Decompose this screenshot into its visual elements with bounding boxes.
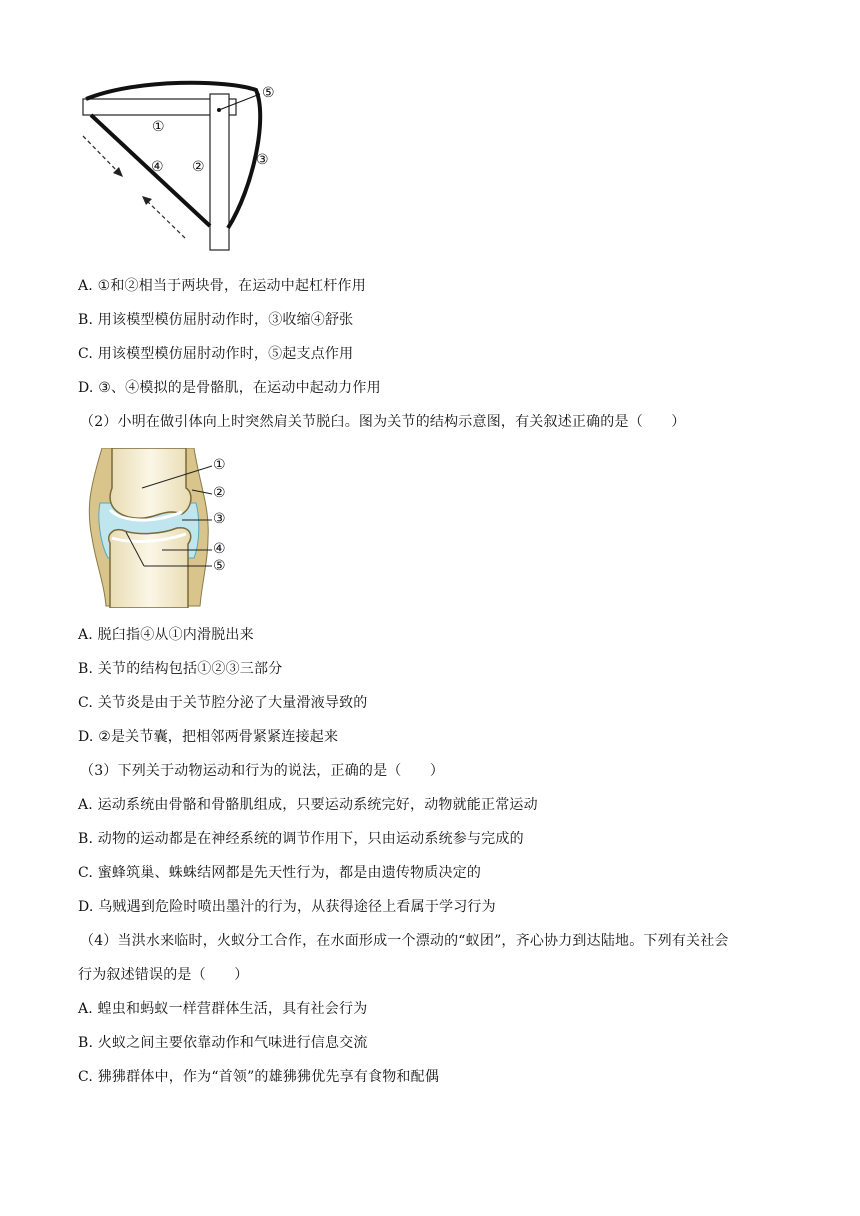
upper-bone-head	[110, 448, 191, 518]
q2-option-b: B. 关节的结构包括①②③三部分	[78, 661, 283, 677]
q2-stem: （2）小明在做引体向上时突然肩关节脱臼。图为关节的结构示意图，有关叙述正确的是（ ）	[80, 414, 686, 430]
q4-option-c: C. 狒狒群体中，作为“首领”的雄狒狒优先享有食物和配偶	[78, 1069, 440, 1085]
q4-option-b: B. 火蚁之间主要依靠动作和气味进行信息交流	[78, 1035, 368, 1051]
label-4: ④	[151, 159, 164, 175]
q4-option-a: A. 蝗虫和蚂蚁一样营群体生活，具有社会行为	[78, 1001, 368, 1017]
q3-option-b: B. 动物的运动都是在神经系统的调节作用下，只由运动系统参与完成的	[78, 831, 524, 847]
label-5: ⑤	[262, 85, 275, 101]
joint-label-1: ①	[213, 457, 226, 473]
label-3: ③	[256, 152, 269, 168]
q1-option-b: B. 用该模型模仿屈肘动作时，③收缩④舒张	[78, 312, 354, 328]
q4-stem-line2: 行为叙述错误的是（ ）	[78, 967, 249, 983]
label-2: ②	[192, 159, 205, 175]
q2-option-a: A. 脱臼指④从①内滑脱出来	[78, 627, 254, 643]
lever-model-figure	[78, 78, 288, 256]
joint-label-5: ⑤	[213, 558, 226, 574]
q3-option-a: A. 运动系统由骨骼和骨骼肌组成，只要运动系统完好，动物就能正常运动	[78, 797, 538, 813]
q3-option-d: D. 乌贼遇到危险时喷出墨汁的行为，从获得途径上看属于学习行为	[78, 899, 496, 915]
joint-label-3: ③	[213, 511, 226, 527]
joint-label-2: ②	[213, 485, 226, 501]
label-1: ①	[152, 119, 165, 135]
q4-stem-line1: （4）当洪水来临时，火蚁分工合作，在水面形成一个漂动的“蚁团”，齐心协力到达陆地。下列有关社会	[80, 933, 729, 949]
vertical-bar	[210, 94, 229, 250]
q2-option-c: C. 关节炎是由于关节腔分泌了大量滑液导致的	[78, 695, 368, 711]
q1-option-c: C. 用该模型模仿屈肘动作时，⑤起支点作用	[78, 346, 354, 362]
joint-label-4: ④	[213, 541, 226, 557]
q1-option-d: D. ③、④模拟的是骨骼肌，在运动中起动力作用	[78, 380, 381, 396]
q2-option-d: D. ②是关节囊，把相邻两骨紧紧连接起来	[78, 729, 339, 745]
q3-stem: （3）下列关于动物运动和行为的说法，正确的是（ ）	[80, 763, 445, 779]
q1-option-a: A. ①和②相当于两块骨，在运动中起杠杆作用	[78, 278, 366, 294]
q3-option-c: C. 蜜蜂筑巢、蛛蛛结网都是先天性行为，都是由遗传物质决定的	[78, 865, 482, 881]
